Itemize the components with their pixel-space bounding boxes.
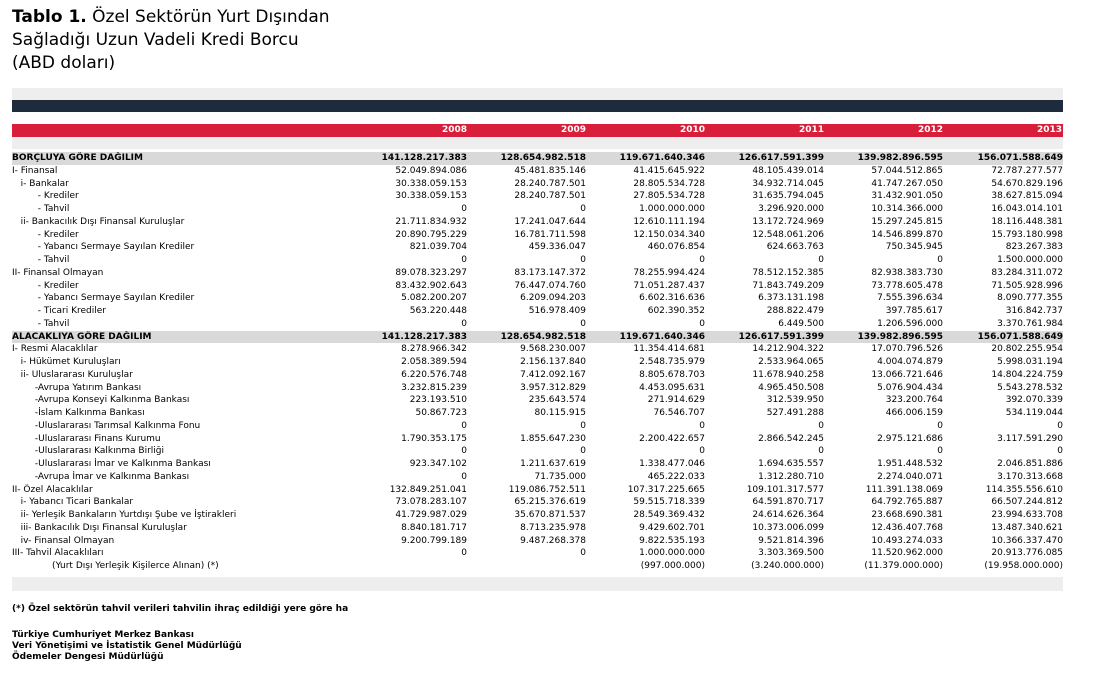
cell-2011: 71.843.749.209 [752,280,824,291]
cell-2010: 4.453.095.631 [639,382,705,393]
cell-2013: 3.170.313.668 [997,471,1063,482]
decorative-band-light [12,88,1063,100]
cell-2013: 316.842.737 [1005,306,1063,316]
cell-2009: 0 [580,420,586,431]
title-line2: Sağladığı Uzun Vadeli Kredi Borcu [12,30,299,50]
cell-2009: 516.978.409 [528,306,586,316]
row-label: - Krediler [12,191,79,202]
cell-2010: 41.415.645.922 [633,165,705,176]
cell-2009: 7.412.092.167 [520,369,586,380]
table-row [12,560,1063,573]
cell-2012: 0 [937,255,943,265]
cell-2011: 78.512.152.385 [752,267,824,278]
table-row [12,216,1063,229]
cell-2011: 11.678.940.258 [752,369,824,380]
row-label: II- Özel Alacaklılar [12,484,93,495]
cell-2011: 126.617.591.399 [705,331,824,344]
cell-2013: 114.355.556.610 [985,484,1063,495]
cell-2013: 534.119.044 [1005,408,1063,418]
cell-2013: 2.046.851.886 [997,459,1063,469]
row-label: I- Finansal [12,165,58,176]
cell-2012: 7.555.396.634 [877,293,943,304]
cell-2010: 2.548.735.979 [639,357,705,367]
cell-2013: 0 [1057,446,1063,457]
cell-2008: 3.232.815.239 [401,382,467,393]
cell-2010: 8.805.678.703 [639,369,705,380]
cell-2008: 0 [461,471,467,482]
cell-2008: 73.078.283.107 [395,497,467,508]
cell-2010: 119.671.640.346 [586,152,705,165]
cell-2012: 12.436.407.768 [871,522,943,533]
cell-2013: 20.913.776.085 [991,548,1063,559]
table-section-header [12,331,1063,344]
title-line1: Özel Sektörün Yurt Dışından [92,7,330,27]
cell-2010: 1.000.000.000 [639,204,705,214]
cell-2011: 4.965.450.508 [758,382,824,393]
cell-2012: 0 [937,446,943,457]
cell-2011: 0 [818,420,824,431]
cell-2012: 2.274.040.071 [877,471,943,482]
row-label: -Uluslararası Kalkınma Birliği [12,446,165,457]
cell-2009: 76.447.074.760 [514,280,586,291]
year-header-row [12,124,1063,137]
cell-2013: 20.802.255.954 [991,344,1063,355]
year-header-2012: 2012 [917,125,943,135]
cell-2008: 50.867.723 [415,408,467,418]
cell-2009 [467,560,586,573]
cell-2012: 139.982.896.595 [824,152,943,165]
cell-2008: 30.338.059.153 [395,191,467,202]
title-bold: Tablo 1. [12,7,87,27]
cell-2011: 312.539.950 [766,395,824,406]
table-row [12,509,1063,522]
cell-2012: 73.778.605.478 [871,280,943,291]
table-row [12,394,1063,407]
cell-2012: 23.668.690.381 [871,510,943,520]
cell-2011: (3.240.000.000) [751,561,824,571]
cell-2011: 31.635.794.045 [752,191,824,202]
cell-2012: 5.076.904.434 [877,382,943,393]
cell-2012: 57.044.512.865 [871,165,943,176]
cell-2011: 624.663.763 [766,242,824,253]
row-label: (Yurt Dışı Yerleşik Kişilerce Alınan) (*) [12,561,219,571]
cell-2008: 8.840.181.717 [401,522,467,533]
cell-2013: 83.284.311.072 [991,267,1063,278]
year-header-2011: 2011 [798,125,824,135]
cell-2008 [351,560,467,573]
cell-2010: 59.515.718.339 [633,497,705,508]
table-row [12,203,1063,216]
cell-2008: 21.711.834.932 [395,216,467,227]
cell-2012: 15.297.245.815 [871,216,943,227]
cell-2012: 11.520.962.000 [871,548,943,559]
title-line3: (ABD doları) [12,53,116,73]
cell-2008: 563.220.448 [409,306,467,316]
table-row [12,522,1063,535]
cell-2011: 13.172.724.969 [752,216,824,227]
cell-2009: 9.568.230.007 [520,344,586,355]
row-label: -Avrupa İmar ve Kalkınma Bankası [12,471,190,482]
row-label: -İslam Kalkınma Bankası [12,408,145,418]
cell-2012: 466.006.159 [885,408,943,418]
cell-2013: 8.090.777.355 [997,293,1063,304]
cell-2009: 0 [580,255,586,265]
cell-2009: 28.240.787.501 [514,178,586,189]
table-row [12,343,1063,356]
cell-2012: 750.345.945 [885,242,943,253]
cell-2013: 16.043.014.101 [991,204,1063,214]
cell-2008: 30.338.059.153 [395,178,467,189]
cell-2010: 12.150.034.340 [633,229,705,240]
table-section-header [12,152,1063,165]
cell-2010: 71.051.287.437 [633,280,705,291]
cell-2010: 2.200.422.657 [639,433,705,444]
table-row [12,318,1063,331]
cell-2013: 15.793.180.998 [991,229,1063,240]
cell-2013: 1.500.000.000 [997,255,1063,265]
cell-2012: 13.066.721.646 [871,369,943,380]
footer-line2: Veri Yönetişimi ve İstatistik Genel Müdürlüğü [12,641,242,651]
cell-2011: 6.449.500 [778,318,824,329]
cell-2013: 156.071.588.649 [943,331,1063,344]
table-row [12,229,1063,242]
cell-2010: 119.671.640.346 [586,331,705,344]
table-row [12,165,1063,178]
cell-2008: 821.039.704 [409,242,467,253]
cell-2013: 54.670.829.196 [991,178,1063,189]
row-label: - Tahvil [12,318,70,329]
cell-2013: 13.487.340.621 [991,522,1063,533]
cell-2010: 107.317.225.665 [627,484,705,495]
cell-2010: 271.914.629 [647,395,705,406]
cell-2012: 0 [937,420,943,431]
cell-2010: 1.338.477.046 [639,459,705,469]
cell-2009: 235.643.574 [528,395,586,406]
cell-2010: 0 [699,446,705,457]
cell-2009: 128.654.982.518 [467,152,586,165]
cell-2011: 34.932.714.045 [752,178,824,189]
cell-2008: 0 [461,318,467,329]
cell-2013: 10.366.337.470 [991,535,1063,546]
cell-2013: 72.787.277.577 [991,165,1063,176]
cell-2009: 35.670.871.537 [514,510,586,520]
cell-2011: 24.614.626.364 [752,510,824,520]
cell-2013: 5.543.278.532 [997,382,1063,393]
cell-2008: 6.220.576.748 [401,369,467,380]
table-row [12,535,1063,548]
table-row [12,267,1063,280]
row-label: BORÇLUYA GÖRE DAĞILIM [12,152,351,165]
cell-2009: 16.781.711.598 [514,229,586,240]
cell-2008: 0 [461,255,467,265]
table-row [12,190,1063,203]
row-label: iii- Bankacılık Dışı Finansal Kuruluşlar [12,522,187,533]
cell-2012: 64.792.765.887 [871,497,943,508]
cell-2010: 0 [699,318,705,329]
cell-2009: 2.156.137.840 [520,357,586,367]
cell-2012: (11.379.000.000) [864,561,943,571]
cell-2010: 27.805.534.728 [633,191,705,202]
cell-2009: 6.209.094.203 [520,293,586,304]
cell-2010: 12.610.111.194 [633,216,705,227]
row-label: - Tahvil [12,255,70,265]
cell-2008: 1.790.353.175 [401,433,467,444]
cell-2009: 83.173.147.372 [514,267,586,278]
cell-2013: 5.998.031.194 [997,357,1063,367]
cell-2009: 1.211.637.619 [520,459,586,469]
cell-2010: 76.546.707 [653,408,705,418]
cell-2012: 14.546.899.870 [871,229,943,240]
cell-2008: 52.049.894.086 [395,165,467,176]
cell-2013: 66.507.244.812 [991,497,1063,508]
footnote: (*) Özel sektörün tahvil verileri tahvilin ihraç edildiği yere göre ha [12,604,349,614]
row-label: iv- Finansal Olmayan [12,535,115,546]
cell-2008: 0 [461,420,467,431]
table-row [12,382,1063,395]
cell-2009: 3.957.312.829 [520,382,586,393]
row-label: ii- Uluslararası Kuruluşlar [12,369,133,380]
cell-2013: 392.070.339 [1005,395,1063,406]
source-footer [12,630,242,663]
cell-2010: 602.390.352 [647,306,705,316]
cell-2011: 2.533.964.065 [758,357,824,367]
cell-2011: 3.296.920.000 [758,204,824,214]
debt-table [12,152,1063,573]
cell-2008: 0 [461,446,467,457]
year-header-2010: 2010 [679,125,705,135]
cell-2010: 6.602.316.636 [639,293,705,304]
cell-2009: 45.481.835.146 [514,165,586,176]
cell-2012: 31.432.901.050 [871,191,943,202]
cell-2010: 465.222.033 [647,471,705,482]
cell-2010: (997.000.000) [640,561,705,571]
cell-2008: 141.128.217.383 [351,331,467,344]
cell-2011: 9.521.814.396 [758,535,824,546]
row-label: - Yabancı Sermaye Sayılan Krediler [12,293,195,304]
row-label: ALACAKLIYA GÖRE DAĞILIM [12,331,351,344]
cell-2011: 10.373.006.099 [752,522,824,533]
cell-2008: 83.432.902.643 [395,280,467,291]
footer-line3: Ödemeler Dengesi Müdürlüğü [12,652,164,662]
row-label: -Avrupa Yatırım Bankası [12,382,142,393]
table-row [12,369,1063,382]
cell-2008: 0 [461,204,467,214]
cell-2008: 20.890.795.229 [395,229,467,240]
decorative-band-dark [12,100,1063,112]
cell-2012: 323.200.764 [885,395,943,406]
cell-2012: 41.747.267.050 [871,178,943,189]
cell-2008: 9.200.799.189 [401,535,467,546]
cell-2009: 459.336.047 [528,242,586,253]
cell-2013: 71.505.928.996 [991,280,1063,291]
cell-2013: 3.370.761.984 [997,318,1063,329]
cell-2011: 6.373.131.198 [758,293,824,304]
cell-2009: 0 [580,446,586,457]
cell-2011: 1.312.280.710 [758,471,824,482]
table-row [12,254,1063,267]
cell-2009: 119.086.752.511 [508,484,586,495]
row-label: -Uluslararası İmar ve Kalkınma Bankası [12,459,211,469]
cell-2013: 14.804.224.759 [991,369,1063,380]
cell-2008: 89.078.323.297 [395,267,467,278]
cell-2012: 82.938.383.730 [871,267,943,278]
year-header-2009: 2009 [560,125,586,135]
cell-2009: 9.487.268.378 [520,535,586,546]
cell-2008: 223.193.510 [409,395,467,406]
cell-2008: 2.058.389.594 [401,357,467,367]
row-label: - Krediler [12,280,79,291]
decorative-band-white [12,112,1063,124]
row-label: -Avrupa Konseyi Kalkınma Bankası [12,395,190,406]
row-label: -Uluslararası Finans Kurumu [12,433,161,444]
row-label: I- Resmi Alacaklılar [12,344,98,355]
cell-2008: 5.082.200.207 [401,293,467,304]
cell-2008: 8.278.966.342 [401,344,467,355]
cell-2011: 0 [818,446,824,457]
cell-2013: 38.627.815.094 [991,191,1063,202]
cell-2009: 80.115.915 [534,408,586,418]
cell-2010: 9.429.602.701 [639,522,705,533]
cell-2010: 460.076.854 [647,242,705,253]
cell-2012: 10.314.366.000 [871,204,943,214]
table-row [12,280,1063,293]
cell-2011: 126.617.591.399 [705,152,824,165]
table-row [12,178,1063,191]
cell-2012: 397.785.617 [885,306,943,316]
table-row [12,445,1063,458]
cell-2012: 10.493.274.033 [871,535,943,546]
year-header-2013: 2013 [1036,125,1062,135]
cell-2009: 1.855.647.230 [520,433,586,444]
cell-2011: 527.491.288 [766,408,824,418]
cell-2010: 9.822.535.193 [639,535,705,546]
cell-2012: 1.951.448.532 [877,459,943,469]
cell-2009: 65.215.376.619 [514,497,586,508]
cell-2012: 139.982.896.595 [824,331,943,344]
cell-2010: 11.354.414.681 [633,344,705,355]
table-row [12,356,1063,369]
row-label: ii- Yerleşik Bankaların Yurtdışı Şube ve İştirakleri [12,510,237,520]
table-row [12,241,1063,254]
table-title [12,6,330,75]
cell-2012: 111.391.138.069 [865,484,943,495]
cell-2009: 0 [580,204,586,214]
table-row [12,420,1063,433]
table-row [12,547,1063,560]
row-label: i- Yabancı Ticari Bankalar [12,497,134,508]
cell-2011: 2.866.542.245 [758,433,824,444]
cell-2009: 17.241.047.644 [514,216,586,227]
cell-2010: 1.000.000.000 [639,548,705,559]
row-label: - Yabancı Sermaye Sayılan Krediler [12,242,195,253]
cell-2012: 1.206.596.000 [877,318,943,329]
cell-2011: 48.105.439.014 [752,165,824,176]
row-label: II- Finansal Olmayan [12,267,104,278]
cell-2010: 28.549.369.432 [633,510,705,520]
cell-2011: 3.303.369.500 [758,548,824,559]
cell-2013: 0 [1057,420,1063,431]
cell-2012: 4.004.074.879 [877,357,943,367]
cell-2009: 0 [580,318,586,329]
table-row [12,292,1063,305]
cell-2010: 0 [699,255,705,265]
table-row [12,433,1063,446]
row-label: - Krediler [12,229,79,240]
cell-2013: (19.958.000.000) [984,561,1063,571]
cell-2011: 14.212.904.322 [752,344,824,355]
table-bottom-band [12,577,1063,591]
cell-2013: 23.994.633.708 [991,510,1063,520]
cell-2008: 132.849.251.041 [389,484,467,495]
footer-line1: Türkiye Cumhuriyet Merkez Bankası [12,630,194,640]
cell-2010: 28.805.534.728 [633,178,705,189]
cell-2011: 0 [818,255,824,265]
cell-2008: 41.729.987.029 [395,510,467,520]
cell-2009: 28.240.787.501 [514,191,586,202]
table-row [12,484,1063,497]
cell-2013: 823.267.383 [1005,242,1063,253]
row-label: III- Tahvil Alacaklıları [12,548,104,559]
row-label: i- Hükümet Kuruluşları [12,357,121,367]
cell-2010: 0 [699,420,705,431]
cell-2008: 0 [461,548,467,559]
cell-2009: 128.654.982.518 [467,331,586,344]
spacer-band [12,137,1063,149]
cell-2009: 8.713.235.978 [520,522,586,533]
row-label: i- Bankalar [12,178,69,189]
row-label: - Ticari Krediler [12,306,106,316]
table-row [12,305,1063,318]
cell-2008: 141.128.217.383 [351,152,467,165]
row-label: - Tahvil [12,204,70,214]
table-row [12,471,1063,484]
row-label: -Uluslararası Tarımsal Kalkınma Fonu [12,420,201,431]
cell-2009: 71.735.000 [534,471,586,482]
cell-2013: 156.071.588.649 [943,152,1063,165]
cell-2011: 109.101.317.577 [746,484,824,495]
table-row [12,407,1063,420]
cell-2012: 2.975.121.686 [877,433,943,444]
table-row [12,458,1063,471]
cell-2011: 12.548.061.206 [752,229,824,240]
cell-2011: 1.694.635.557 [758,459,824,469]
cell-2013: 18.116.448.381 [991,216,1063,227]
table-row [12,496,1063,509]
cell-2012: 17.070.796.526 [871,344,943,355]
cell-2009: 0 [580,548,586,559]
cell-2011: 64.591.870.717 [752,497,824,508]
row-label: ii- Bankacılık Dışı Finansal Kuruluşlar [12,216,185,227]
cell-2010: 78.255.994.424 [633,267,705,278]
cell-2013: 3.117.591.290 [997,433,1063,444]
cell-2011: 288.822.479 [766,306,824,316]
cell-2008: 923.347.102 [409,459,467,469]
year-header-2008: 2008 [441,125,467,135]
